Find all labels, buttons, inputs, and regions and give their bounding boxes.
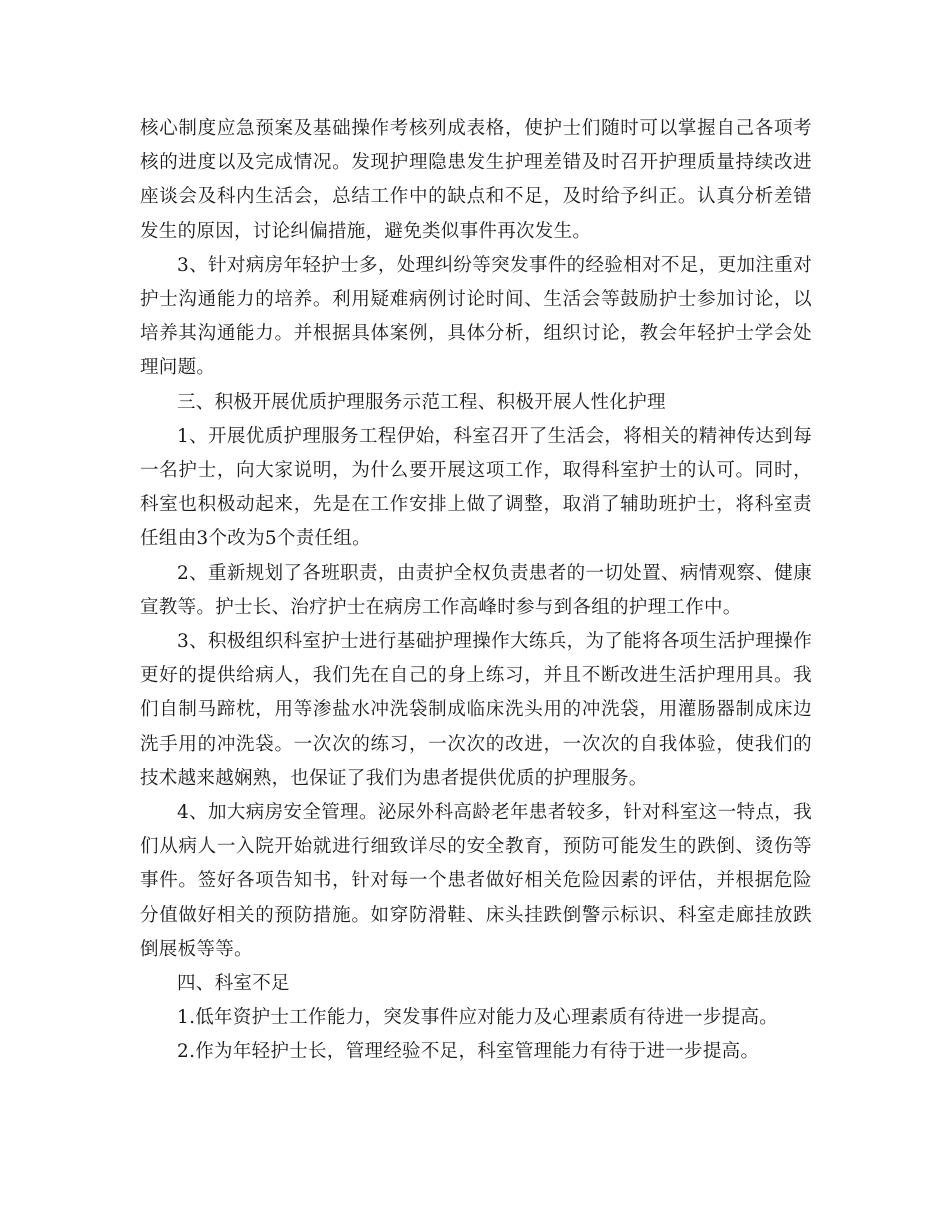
list-item: 2.作为年轻护士长，管理经验不足，科室管理能力有待于进一步提高。: [177, 1041, 760, 1063]
list-item: 1.低年资护士工作能力，突发事件应对能力及心理素质有待进一步提高。: [177, 1007, 779, 1029]
section-heading: 四、科室不足: [177, 973, 290, 995]
document-body: [140, 112, 812, 1070]
paragraph: 4、加大病房安全管理。泌尿外科高龄老年患者较多，针对科室这一特点，我们从病人一入院开始就进行细致详尽的安全教育，预防可能发生的跌倒、烫伤等事件。签好各项告知书，针对每一个患者做好相关危险因素的评估，并根据危险分值做好相关的预防措施。如穿防滑鞋、床头挂跌倒警示标识、科室走廊挂放跌倒展板等等。: [140, 802, 812, 960]
paragraph: 核心制度应急预案及基础操作考核列成表格，使护士们随时可以掌握自己各项考核的进度以及完成情况。发现护理隐患发生护理差错及时召开护理质量持续改进座谈会及科内生活会，总结工作中的缺点和不足，及时给予纠正。认真分析差错发生的原因，讨论纠偏措施，避免类似事件再次发生。: [140, 118, 812, 242]
section-heading: 三、积极开展优质护理服务示范工程、积极开展人性化护理: [177, 391, 666, 413]
paragraph: 3、积极组织科室护士进行基础护理操作大练兵，为了能将各项生活护理操作更好的提供给病人，我们先在自己的身上练习，并且不断改进生活护理用具。我们自制马蹄枕，用等渗盐水冲洗袋制成临床洗头用的冲洗袋，用灌肠器制成床边洗手用的冲洗袋。一次次的练习，一次次的改进，一次次的自我体验，使我们的技术越来越娴熟，也保证了我们为患者提供优质的护理服务。: [140, 631, 812, 789]
paragraph: 1、开展优质护理服务工程伊始，科室召开了生活会，将相关的精神传达到每一名护士，向大家说明，为什么要开展这项工作，取得科室护士的认可。同时，科室也积极动起来，先是在工作安排上做了调整，取消了辅助班护士，将科室责任组由3个改为5个责任组。: [140, 425, 812, 550]
paragraph: 2、重新规划了各班职责，由责护全权负责患者的一切处置、病情观察、健康宣教等。护士长、治疗护士在病房工作高峰时参与到各组的护理工作中。: [140, 562, 812, 618]
paragraph: 3、针对病房年轻护士多，处理纠纷等突发事件的经验相对不足，更加注重对护士沟通能力的培养。利用疑难病例讨论时间、生活会等鼓励护士参加讨论，以培养其沟通能力。并根据具体案例，具体分析，组织讨论，教会年轻护士学会处理问题。: [140, 254, 812, 379]
